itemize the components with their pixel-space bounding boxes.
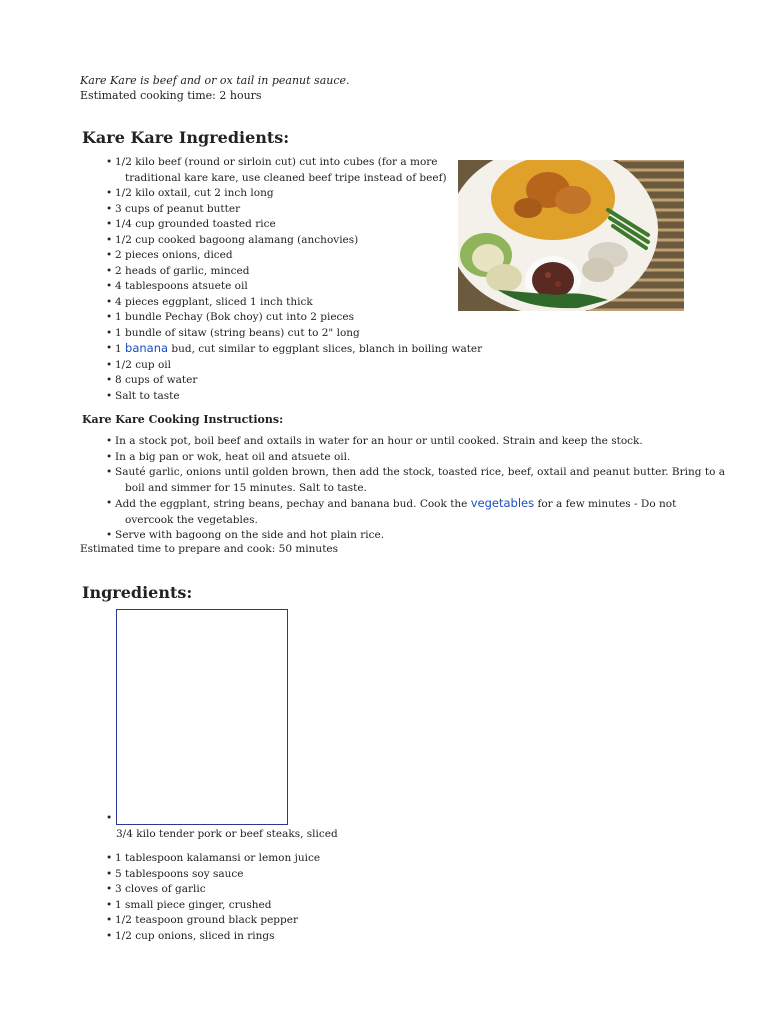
vegetables-link[interactable]: vegetables	[470, 496, 535, 510]
kare-kare-ingredient-list	[106, 155, 482, 404]
list-item: • In a big pan or wok, heat oil and atsuete oil.	[106, 450, 725, 466]
list-item: 3/4 kilo tender pork or beef steaks, sliced	[116, 828, 338, 840]
cooking-instructions-list	[106, 434, 725, 544]
intro-tagline: Kare Kare is beef and or ox tail in peanut sauce.	[80, 74, 350, 87]
list-item: • 3 cloves of garlic	[106, 882, 320, 898]
list-item: • 1 bundle of sitaw (string beans) cut to 2" long	[106, 326, 482, 342]
list-item: • 1 small piece ginger, crushed	[106, 898, 320, 914]
section-title-ingredients: Kare Kare Ingredients:	[82, 128, 290, 147]
list-item: • 8 cups of water	[106, 373, 482, 389]
list-item: • 5 tablespoons soy sauce	[106, 867, 320, 883]
marinade-ingredient-list	[106, 851, 320, 944]
banana-link[interactable]: banana	[125, 341, 169, 355]
list-item: • Serve with bagoong on the side and hot plain rice.	[106, 528, 725, 544]
list-item: • 1/2 cup oil	[106, 358, 482, 374]
list-item: • Sauté garlic, onions until golden brown, then add the stock, toasted rice, beef, oxtail and peanut butter. Bring to a boil and simmer for 15 minutes. Salt to taste.	[106, 465, 725, 496]
list-item: • 1/4 cup grounded toasted rice	[106, 217, 482, 233]
list-item: • 1 banana bud, cut similar to eggplant slices, blanch in boiling water	[106, 341, 482, 358]
list-item: • 2 heads of garlic, minced	[106, 264, 482, 280]
total-time: Estimated time to prepare and cook: 50 minutes	[80, 543, 339, 555]
list-item: • 1 bundle Pechay (Bok choy) cut into 2 pieces	[106, 310, 482, 326]
list-item: • 1/2 cup cooked bagoong alamang (anchovies)	[106, 233, 482, 249]
list-item: • 3 cups of peanut butter	[106, 202, 482, 218]
list-item: • 4 tablespoons atsuete oil	[106, 279, 482, 295]
intro-cook-time: Estimated cooking time: 2 hours	[80, 89, 262, 102]
list-item: • 4 pieces eggplant, sliced 1 inch thick	[106, 295, 482, 311]
list-item: • Add the eggplant, string beans, pechay and banana bud. Cook the vegetables for a few minutes - Do not overcook the vegetables.	[106, 496, 725, 528]
list-item: • 2 pieces onions, diced	[106, 248, 482, 264]
list-item: • 1/2 cup onions, sliced in rings	[106, 929, 320, 945]
list-item: • 1 tablespoon kalamansi or lemon juice	[106, 851, 320, 867]
list-item: • In a stock pot, boil beef and oxtails in water for an hour or until cooked. Strain and keep the stock.	[106, 434, 725, 450]
bullet-marker: •	[106, 812, 113, 824]
section-title-ingredients-2: Ingredients:	[82, 583, 193, 602]
list-item: • 1/2 kilo oxtail, cut 2 inch long	[106, 186, 482, 202]
section-title-instructions: Kare Kare Cooking Instructions:	[82, 413, 284, 426]
kare-kare-photo	[458, 160, 684, 311]
list-item: • Salt to taste	[106, 389, 482, 405]
intro	[80, 73, 350, 103]
list-item: • 1/2 kilo beef (round or sirloin cut) cut into cubes (for a more traditional kare kare, use cleaned beef tripe instead of beef)	[106, 155, 482, 186]
image-placeholder	[116, 609, 288, 825]
list-item: • 1/2 teaspoon ground black pepper	[106, 913, 320, 929]
